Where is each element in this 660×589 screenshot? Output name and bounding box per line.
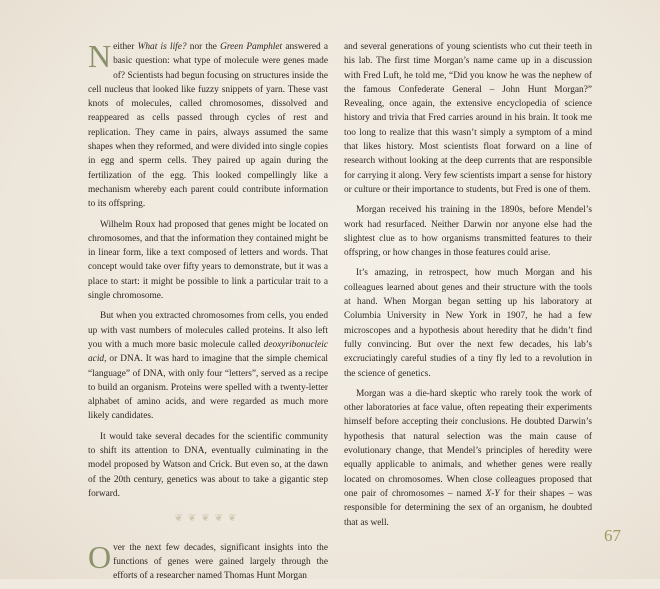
- paragraph: Neither What is life? nor the Green Pamphlet answered a basic question: what type of molecule were genes made of? Scientists had begun focusing on structures inside the cell nucleus that looked like fuzzy snippets of yarn. These vast knots of molecules, called chromosomes, dissolved and reappeared as cells passed through cycles of rest and replication. They came in pairs, always assumed the same shapes when they reformed, and were divided into single copies in egg and sperm cells. They paired up again during the fertilization of the egg. This looked compellingly like a mechanism whereby each parent could contribute information to its offspring.: [88, 38, 328, 210]
- paragraph: Morgan received his training in the 1890s, before Mendel’s work had resurfaced. Neither Darwin nor anyone else had the slightest clue as to how organisms transmitted features to their offspring, or how changes in those features could arise.: [344, 205, 592, 259]
- drop-cap: O: [88, 538, 112, 575]
- paragraph: But when you extracted chromosomes from cells, you ended up with vast numbers of molecules called proteins. It also left you with a much more basic molecule called deoxyribonucleic acid, or DNA. It was hard to imagine that the simple chemical “language” of DNA, with only four “letters”, served as a recipe to build an organism. Proteins were spelled with a twenty-letter alphabet of amino acids, and were regarded as much more likely candidates.: [88, 311, 328, 422]
- paragraph: Morgan was a die-hard skeptic who rarely took the work of other laboratories at face value, often repeating their experiments himself before accepting their conclusions. He doubted Darwin’s hypothesis that natural selection was the main cause of evolutionary change, that Mendel’s principles of heredity were equally applicable to animals, and whether genes were really located on chromosomes. When close colleagues proposed that one pair of chromosomes – named X-Y for their shapes – was responsible for determining the sex of an organism, he doubted that as well.: [344, 388, 592, 528]
- left-column: [88, 40, 328, 589]
- right-column: [344, 40, 592, 536]
- paragraph: It’s amazing, in retrospect, how much Morgan and his colleagues learned about genes and their structure with the tools at hand. When Morgan began setting up his laboratory at Columbia University in New York in 1907, he had a few microscopes and a hypothesis about heredity that he didn’t find fully convincing. But over the next few decades, his lab’s excruciatingly careful studies of a tiny fly led to a revolution in the science of genetics.: [344, 268, 592, 379]
- drop-cap: N: [88, 38, 112, 74]
- paragraph: and several generations of young scientists who cut their teeth in his lab. The first time Morgan’s name came up in a discussion with Fred Luft, he told me, “Did you know he was the nephew of the famous Confederate General – John Hunt Morgan?” Revealing, once again, the extensive encyclopedia of science history and trivia that Fred carries around in his brain. It took me too long to realize that this wasn’t simply a symptom of a mind that likes history. Most scientists float forward on a line of research without looking at the deep currents that are responsible for carrying it along. Very few scientists impart a sense for history or culture or their importance to students, but Fred is one of them.: [344, 42, 592, 195]
- paragraph: It would take several decades for the scientific community to shift its attention to DNA, eventually culminating in the model proposed by Watson and Crick. But even so, at the dawn of the 20th century, genetics was about to take a gigantic step forward.: [88, 431, 328, 499]
- paragraph: Over the next few decades, significant insights into the functions of genes were gained largely through the efforts of a researcher named Thomas Hunt Morgan: [88, 538, 328, 582]
- page-number: 67: [604, 526, 621, 545]
- paragraph: Wilhelm Roux had proposed that genes might be located on chromosomes, and that the information they contained might be in linear form, like a text composed of letters and words. That concept would take over fifty years to demonstrate, but it was a place to start: it might be possible to link a particular trait to a single chromosome.: [88, 219, 328, 302]
- section-ornament: ❦❦❦❦❦: [174, 513, 242, 525]
